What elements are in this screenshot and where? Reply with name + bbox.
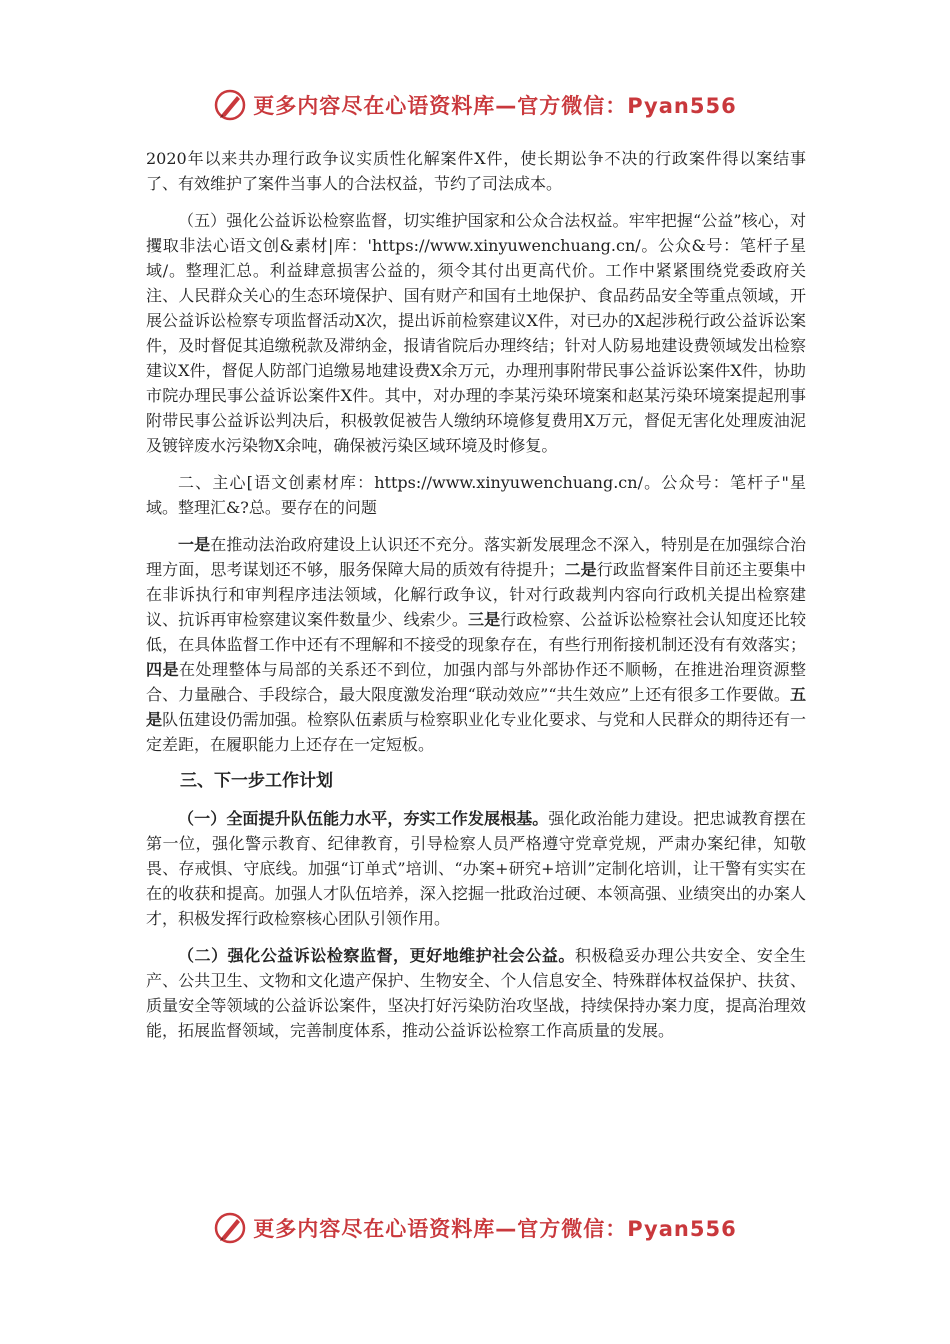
plan-two-title: （二）强化公益诉讼检察监督，更好地维护社会公益。	[178, 946, 575, 965]
section-heading-plan: 三、下一步工作计划	[180, 771, 333, 791]
label-three: 三是	[467, 610, 501, 629]
footer-banner	[0, 1208, 950, 1248]
text-one: 在推动法治政府建设上认识还不充分。落实新发展理念不深入，特别是在加强综合治理方面，思考谋划还不够，服务保障大局的质效有待提升；	[146, 535, 806, 579]
section-heading-problems: 二、主心[语文创素材库：https://www.xinyuwenchuang.cn/。公众号：笔杆子"星域。整理汇&?总。要存在的问题	[146, 473, 806, 517]
paragraph-problems	[146, 532, 806, 757]
document-body	[146, 146, 806, 1055]
paragraph-plan-one	[146, 806, 806, 931]
label-two: 二是	[564, 560, 597, 579]
label-one: 一是	[178, 535, 211, 554]
text-three: 行政检察、公益诉讼检察社会认知度还比较低，在具体监督工作中还有不理解和不接受的现象存在，有些行刑衔接机制还没有有效落实；	[146, 610, 806, 654]
plan-two-text: 积极稳妥办理公共安全、安全生产、公共卫生、文物和文化遗产保护、生物安全、个人信息安全、特殊群体权益保护、扶贫、质量安全等领域的公益诉讼案件，坚决打好污染防治攻坚战，持续保持办案力度，提高治理效能，拓展监督领域，完善制度体系，推动公益诉讼检察工作高质量的发展。	[146, 946, 806, 1040]
plan-one-title: （一）全面提升队伍能力水平，夯实工作发展根基。	[178, 809, 549, 828]
text-four: 在处理整体与局部的关系还不到位，加强内部与外部协作还不顺畅，在推进治理资源整合、力量融合、手段综合，最大限度激发治理“联动效应”“共生效应”上还有很多工作要做。	[146, 660, 806, 704]
plan-one-text: 强化政治能力建设。把忠诚教育摆在第一位，强化警示教育、纪律教育，引导检察人员严格遵守党章党规，严肃办案纪律，知敬畏、存戒惧、守底线。加强“订单式”培训、“办案+研究+培训”定制化培训，让干警有实实在在的收获和提高。加强人才队伍培养，深入挖掘一批政治过硬、本领高强、业绩突出的办案人才，积极发挥行政检察核心团队引领作用。	[146, 809, 806, 928]
paragraph-intro: 2020年以来共办理行政争议实质性化解案件X件，使长期讼争不决的行政案件得以案结事了、有效维护了案件当事人的合法权益，节约了司法成本。	[146, 149, 806, 193]
text-two: 行政监督案件目前还主要集中在非诉执行和审判程序违法领域，化解行政争议，针对行政裁判内容向行政机关提出检察建议、抗诉再审检察建议案件数量少、线索少。	[146, 560, 806, 629]
header-banner-text: 更多内容尽在心语资料库—官方微信：Pyan556	[253, 94, 737, 118]
pen-logo-icon	[213, 1211, 247, 1245]
footer-banner-text: 更多内容尽在心语资料库—官方微信：Pyan556	[253, 1217, 737, 1241]
label-five: 五是	[146, 685, 806, 729]
label-four: 四是	[146, 660, 180, 679]
text-five: 队伍建设仍需加强。检察队伍素质与检察职业化专业化要求、与党和人民群众的期待还有一定差距，在履职能力上还存在一定短板。	[146, 710, 806, 754]
pen-logo-icon	[213, 88, 247, 122]
paragraph-public-interest: （五）强化公益诉讼检察监督，切实维护国家和公众合法权益。牢牢把握“公益”核心，对攫取非法心语文创&素材|库：'https://www.xinyuwenchuang.cn/。公众&号：笔杆子星域/。整理汇总。利益肆意损害公益的，须令其付出更高代价。工作中紧紧围绕党委政府关注、人民群众关心的生态环境保护、国有财产和国有土地保护、食品药品安全等重点领域，开展公益诉讼检察专项监督活动X次，提出诉前检察建议X件，对已办的X起涉税行政公益诉讼案件，及时督促其追缴税款及滞纳金，报请省院后办理终结；针对人防易地建设费领域发出检察建议X件，督促人防部门追缴易地建设费X余万元，办理刑事附带民事公益诉讼案件X件，协助市院办理民事公益诉讼案件X件。其中，对办理的李某污染环境案和赵某污染环境案提起刑事附带民事公益诉讼判决后，积极敦促被告人缴纳环境修复费用X万元，督促无害化处理废油泥及镀锌废水污染物X余吨，确保被污染区域环境及时修复。	[146, 211, 806, 455]
paragraph-plan-two	[146, 943, 806, 1043]
header-banner	[0, 85, 950, 125]
